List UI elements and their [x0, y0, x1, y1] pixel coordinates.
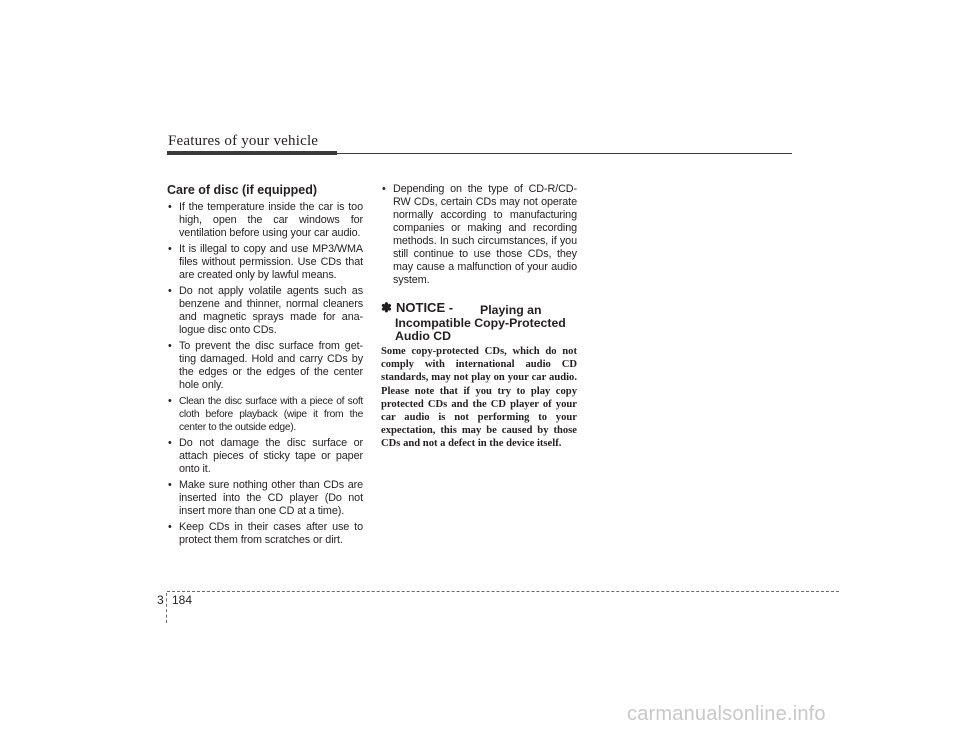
bullet-icon: • — [168, 340, 172, 352]
notice-title: Playing an Incompatible Copy-Protected Audio CD — [395, 303, 566, 343]
list-item — [167, 243, 363, 282]
watermark-text: carmanualsonline.info — [627, 703, 826, 725]
section-heading-care-of-disc: Care of disc (if equipped) — [167, 183, 318, 197]
list-item — [167, 201, 363, 240]
list-item-text: Do not apply volatile agents such as benzene and thinner, normal cleaners and magnetic sprays made for ana-logue disc onto CDs. — [179, 285, 363, 336]
bullet-icon: • — [168, 521, 172, 533]
page-header-title: Features of your vehicle — [168, 133, 319, 149]
list-item-text: Keep CDs in their cases after use to protect them from scratches or dirt. — [179, 521, 363, 546]
bullet-icon: • — [382, 183, 386, 195]
care-of-disc-list — [167, 201, 363, 547]
right-column — [381, 183, 577, 451]
bullet-icon: • — [168, 201, 172, 213]
list-item — [167, 395, 363, 434]
bullet-icon: • — [168, 437, 172, 449]
list-item — [167, 285, 363, 337]
list-item-text: Make sure nothing other than CDs are inserted into the CD player (Do not insert more than one CD at a time). — [179, 479, 363, 517]
list-item-text: Do not damage the disc surface or attach pieces of sticky tape or paper onto it. — [179, 437, 363, 475]
notice-asterisk-icon: ✽ — [381, 300, 392, 315]
footer-rule — [167, 591, 839, 592]
header-rule-thin — [337, 153, 792, 154]
list-item — [167, 521, 363, 547]
header-rule-thick — [167, 151, 337, 155]
list-item — [381, 183, 577, 287]
bullet-icon: • — [168, 285, 172, 297]
bullet-icon: • — [168, 395, 172, 407]
page-number: 184 — [172, 593, 193, 607]
notice-body: Some copy-protected CDs, which do not comply with international audio CD standards, may not play on your car audio. Please note that if you try to play copy protected CDs and the CD player of your car audio is not performing to your expectation, this may be caused by those CDs and not a defect in the device itself. — [381, 346, 577, 450]
list-item-text: Depending on the type of CD-R/CD-RW CDs, certain CDs may not operate normally according to manufacturing companies or making and recording methods. In such circumstances, if you still continue to use those CDs, they may cause a malfunction of your audio system. — [393, 183, 577, 286]
list-item-text: To prevent the disc surface from get-ting damaged. Hold and carry CDs by the edges or the edges of the center hole only. — [179, 340, 363, 391]
footer-divider — [166, 593, 167, 623]
list-item — [167, 340, 363, 392]
bullet-icon: • — [168, 479, 172, 491]
list-item — [167, 479, 363, 518]
list-item — [167, 437, 363, 476]
list-item-text: Clean the disc surface with a piece of soft cloth before playback (wipe it from the center to the outside edge). — [179, 396, 363, 433]
list-item-text: If the temperature inside the car is too high, open the car windows for ventilation before using your car audio. — [179, 201, 363, 239]
left-column — [167, 183, 363, 550]
list-item-text: It is illegal to copy and use MP3/WMA files without permission. Use CDs that are created only by lawful means. — [179, 243, 363, 281]
bullet-icon: • — [168, 243, 172, 255]
cd-compatibility-list — [381, 183, 577, 287]
notice-label: NOTICE - — [396, 300, 454, 315]
chapter-number: 3 — [157, 593, 164, 607]
